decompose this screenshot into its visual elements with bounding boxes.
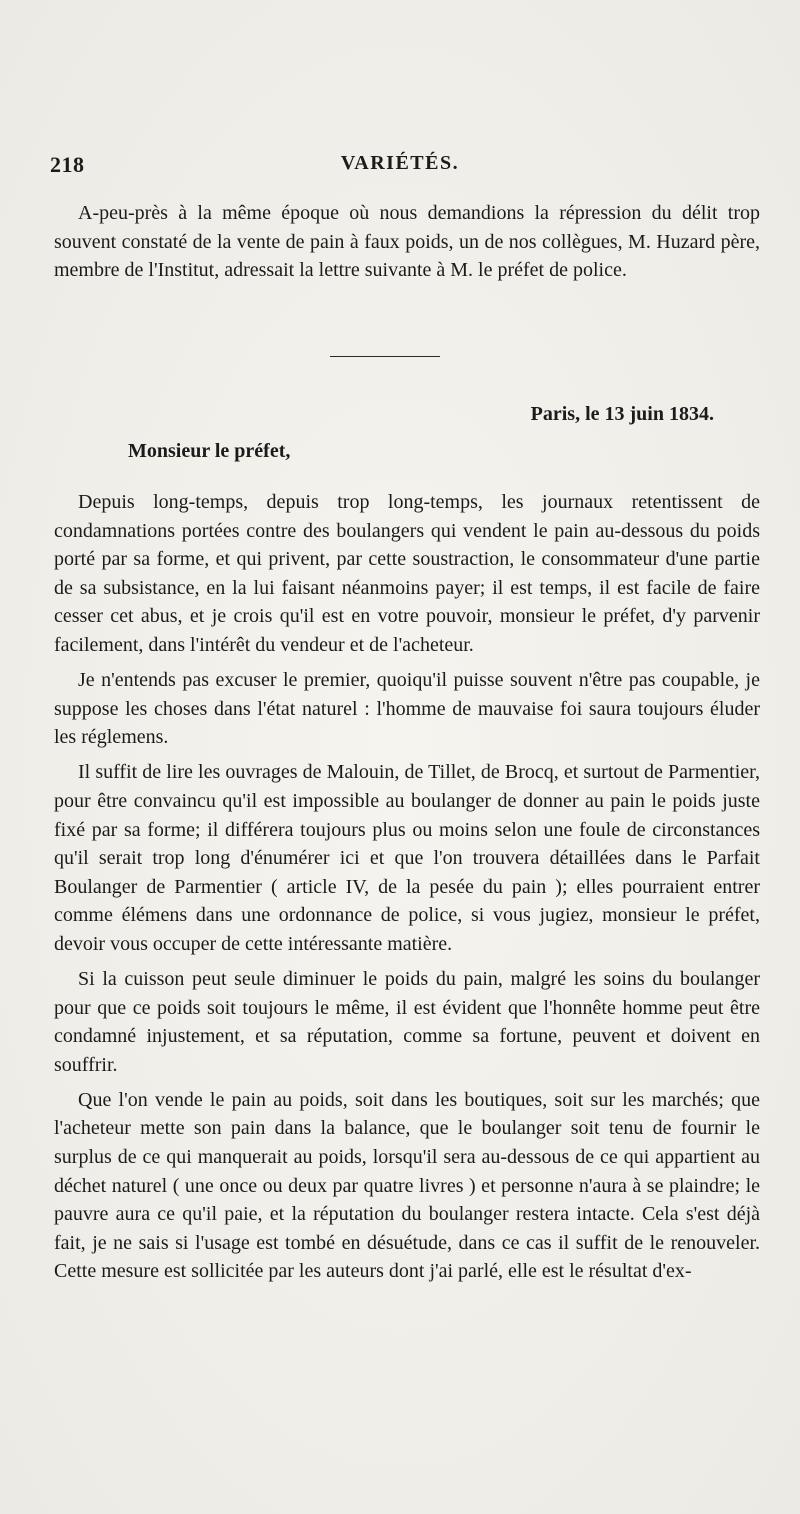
- intro-paragraph-block: [54, 199, 760, 285]
- section-divider: [330, 356, 440, 357]
- letter-salutation: Monsieur le préfet,: [128, 440, 291, 462]
- intro-paragraph: A-peu-près à la même époque où nous demandions la répression du délit trop souvent constaté de la vente de pain à faux poids, un de nos collègues, M. Huzard père, membre de l'Institut, adressait la lettre suivante à M. le préfet de police.: [54, 202, 760, 282]
- page-number: 218: [50, 152, 85, 177]
- letter-paragraph: Que l'on vende le pain au poids, soit dans les boutiques, soit sur les marchés; que l'acheteur mette son pain dans la balance, que le boulanger soit tenu de fournir le surplus de ce qui manquerait au poids, lorsqu'il sera au-dessous de ce qui appartient au déchet naturel ( une once ou deux par quatre livres ) et personne n'aura à se plaindre; le pauvre aura ce qu'il paie, et la réputation du boulanger restera intacte. Cela s'est déjà fait, je ne sais si l'usage est tombé en désuétude, dans ce cas il suffit de le renouveler. Cette mesure est sollicitée par les auteurs dont j'ai parlé, elle est le résultat d'ex-: [54, 1088, 760, 1283]
- letter-paragraph: Depuis long-temps, depuis trop long-temps, les journaux retentissent de condamnations portées contre des boulangers qui vendent le pain au-dessous du poids porté par sa forme, et qui privent, par cette soustraction, le consommateur d'une partie de sa subsistance, en la lui faisant néanmoins payer; il est temps, il est facile de faire cesser cet abus, et je crois qu'il est en votre pouvoir, monsieur le préfet, d'y parvenir facilement, dans l'intérêt du vendeur et de l'acheteur.: [54, 491, 760, 656]
- page-header: [50, 152, 750, 186]
- running-title: VARIÉTÉS.: [340, 152, 460, 174]
- letter-paragraph: Je n'entends pas excuser le premier, quoiqu'il puisse souvent n'être pas coupable, je suppose les choses dans l'état naturel : l'homme de mauvaise foi saura toujours éluder les réglemens.: [54, 669, 760, 749]
- letter-dateline: Paris, le 13 juin 1834.: [530, 403, 714, 425]
- letter-paragraph: Il suffit de lire les ouvrages de Malouin, de Tillet, de Brocq, et surtout de Parmentier, pour être convaincu qu'il est impossible au boulanger de donner au pain le poids juste fixé par sa forme; il différera toujours plus ou moins selon une foule de circonstances qu'il serait trop long d'énumérer ici et que l'on trouvera détaillées dans le Parfait Boulanger de Parmentier ( article IV, de la pesée du pain ); elles pourraient entrer comme élémens dans une ordonnance de police, si vous jugiez, monsieur le préfet, devoir vous occuper de cette intéressante matière.: [54, 761, 760, 955]
- letter-body: [54, 488, 760, 1286]
- letter-paragraph: Si la cuisson peut seule diminuer le poids du pain, malgré les soins du boulanger pour que ce poids soit toujours le même, il est évident que l'honnête homme peut être condamné injustement, et sa réputation, comme sa fortune, peuvent et doivent en souffrir.: [54, 968, 760, 1076]
